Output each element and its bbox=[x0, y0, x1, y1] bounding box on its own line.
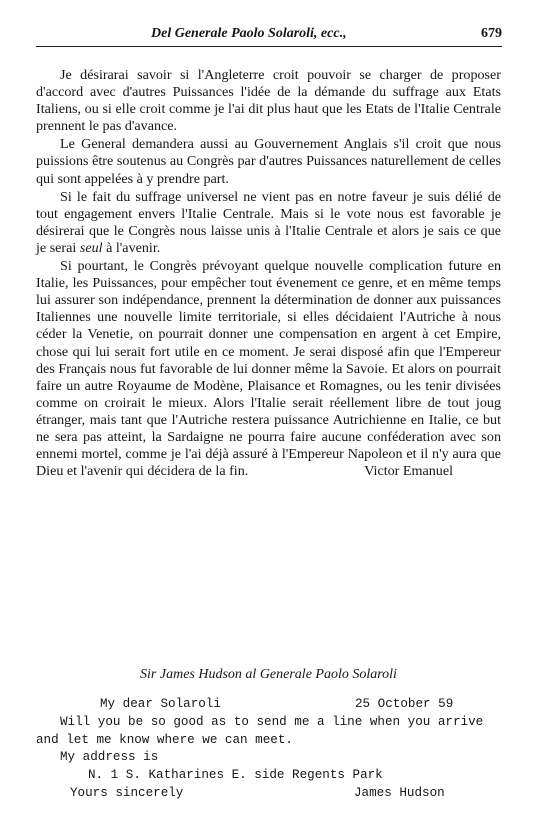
signature-victor-emanuel: Victor Emanuel bbox=[364, 463, 453, 480]
letter-line-1: Will you be so good as to send me a line when you arrive bbox=[60, 714, 484, 729]
address-label-row bbox=[36, 749, 501, 767]
letter-line-2: and let me know where we can meet. bbox=[36, 732, 293, 747]
address: N. 1 S. Katharines E. side Regents Park bbox=[88, 768, 383, 783]
paragraph-4-text: Si pourtant, le Congrès prévoyant quelque nouvelle complication future en Italie, les Puissances, pour empêcher tout évenement ce genre, et en même temps lui assurer son indépendance, prennent la détermination de donner aux puissances Italiennes une nouvelle limite territoriale, si elles décidaient l'Autriche à nous céder la Venetie, on pourrait donner une compensation en argent à cet Empire, chose qui lui serait fort utile en ce moment. Je serai disposé afin que l'Empereur des Français nous fut favorable de lui donner même la Savoie. Et alors on pourrait faire un autre Royaume de Modène, Plaisance et Romagnes, ou les tenir divisées comme on croirait le mieux. Alors l'Italie serait réellement libre de tout joug étranger, mais tant que l'Autriche restera puissance Autrichienne en Italie, ce but ne sera pas atteint, la Sardaigne ne pourra faire aucune conféderation avec son ennemi mortel, comme je l'ai déjà assuré à l'Empereur Napoleon et il n'y aura que Dieu et l'avenir qui décidera de la fin. bbox=[36, 258, 501, 480]
closing: Yours sincerely bbox=[70, 785, 184, 800]
paragraph-2: Le General demandera aussi au Gouvernement Anglais s'il croit que nous puissions être soutenus au Congrès par d'autres Puissances naturellement de celles qui sont appelées à y prendre part. bbox=[36, 136, 501, 187]
closing-row bbox=[36, 785, 501, 803]
paragraph-3 bbox=[36, 189, 501, 257]
paragraph-1: Je désirarai savoir si l'Angleterre croit pouvoir se charger de proposer d'accord avec d'autres Puissances l'idée de la démande du suffrage aux Etats Italiens, ou si elle croit comme je l'ai dit plus haut que les Etats de l'Italie Centrale prennent le pas d'avance. bbox=[36, 67, 501, 135]
header-rule bbox=[36, 46, 502, 47]
hudson-letter bbox=[36, 696, 501, 803]
salutation-row bbox=[36, 696, 501, 714]
address-label: My address is bbox=[60, 750, 159, 765]
emphasis-seul: seul bbox=[79, 239, 103, 256]
address-row bbox=[36, 767, 501, 785]
running-head bbox=[36, 22, 502, 44]
paragraph-3-text: Si le fait du suffrage universel ne vient pas en notre faveur je suis délié de tout engagement envers l'Italie Centrale. Mais si le vote nous est favorable je désirerai que le Congrès nous laisse unis à l'Italie Centrale et alors je sais ce que je serai bbox=[36, 188, 501, 256]
signer-name: James Hudson bbox=[354, 785, 445, 800]
body-row-1 bbox=[36, 714, 501, 732]
letter-body-french bbox=[36, 67, 501, 481]
salutation: My dear Solaroli bbox=[100, 697, 221, 711]
page-number: 679 bbox=[481, 26, 502, 41]
running-title: Del Generale Paolo Solaroli, ecc., bbox=[151, 26, 347, 41]
letter-heading: Sir James Hudson al Generale Paolo Solaroli bbox=[140, 667, 397, 682]
paragraph-3-tail: à l'avenir. bbox=[106, 239, 161, 256]
paragraph-4 bbox=[36, 258, 501, 480]
body-row-2 bbox=[36, 732, 501, 750]
letter-date: 25 October 59 bbox=[355, 697, 454, 711]
